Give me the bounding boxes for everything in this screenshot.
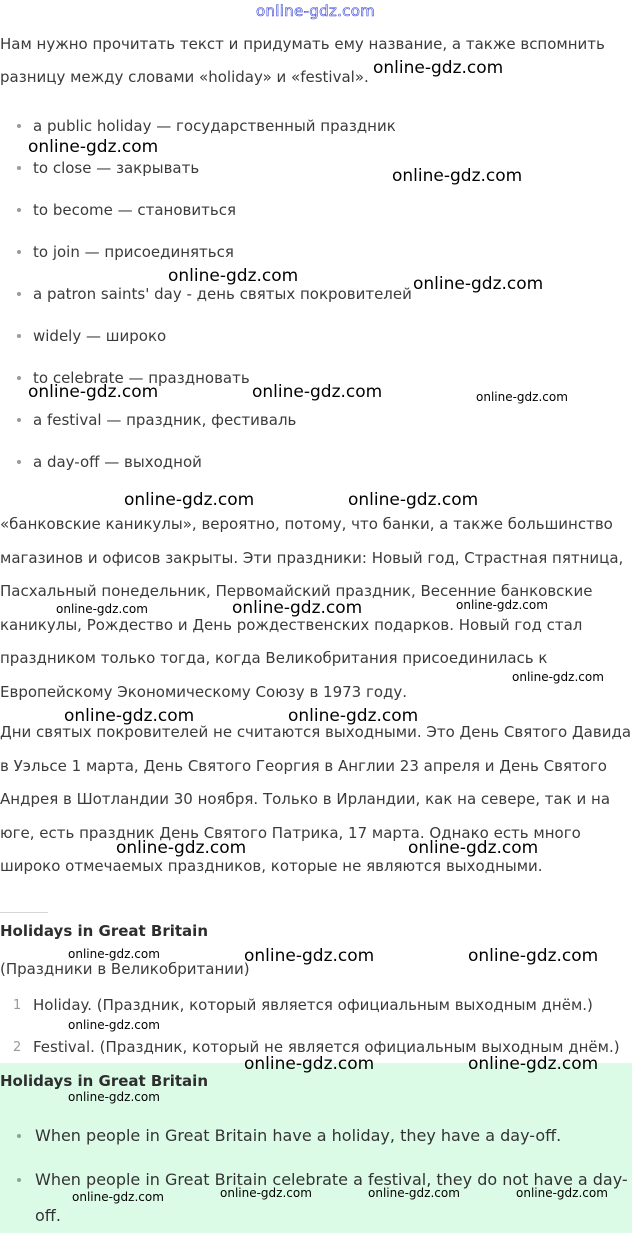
bullet-icon: [17, 1178, 21, 1182]
bullet-icon: [17, 292, 21, 296]
watermark: online-gdz.com: [28, 382, 159, 402]
bullet-icon: [17, 208, 21, 212]
watermark: online-gdz.com: [72, 1190, 164, 1204]
watermark: online-gdz.com: [232, 598, 363, 618]
bullet-icon: [17, 1134, 21, 1138]
watermark: online-gdz.com: [392, 166, 523, 186]
watermark: online-gdz.com: [116, 838, 247, 858]
list-item: to join — присоединяться: [0, 237, 632, 267]
answer-title: Holidays in Great Britain: [0, 1072, 208, 1090]
list-item: 2 Festival. (Праздник, который не является официальным выходным днём.): [13, 1038, 620, 1056]
watermark: online-gdz.com: [244, 1054, 375, 1074]
list-item: to celebrate — праздновать: [0, 363, 632, 393]
watermark: online-gdz.com: [168, 266, 299, 286]
watermark: online-gdz.com: [252, 382, 383, 402]
list-item: a day-off — выходной: [0, 447, 632, 477]
intro-text: Нам нужно прочитать текст и придумать ему название, а также вспомнить разницу между словами «holiday» и «festival».: [0, 35, 605, 86]
list-item: a public holiday — государственный праздник: [0, 111, 632, 141]
answer-box: Holidays in Great Britain When people in Great Britain have a holiday, they have a day-off. When people in Great Britain celebrate a festival, they do not have a day-off.: [0, 1063, 632, 1233]
watermark: online-gdz.com: [413, 274, 544, 294]
section-title: Holidays in Great Britain: [0, 922, 208, 940]
bullet-icon: [17, 334, 21, 338]
section-subtitle: (Праздники в Великобритании): [0, 960, 250, 978]
list-item: widely — широко: [0, 321, 632, 351]
watermark: online-gdz.com: [468, 946, 599, 966]
watermark: online-gdz.com: [408, 838, 539, 858]
bullet-icon: [17, 250, 21, 254]
watermark: online-gdz.com: [244, 946, 375, 966]
watermark: online-gdz.com: [373, 58, 504, 78]
watermark: online-gdz.com: [220, 1186, 312, 1200]
watermark: online-gdz.com: [348, 490, 479, 510]
watermark: online-gdz.com: [68, 947, 160, 961]
watermark: online-gdz.com: [456, 598, 548, 612]
list-item: to close — закрывать: [0, 153, 632, 183]
watermark: online-gdz.com: [68, 1018, 160, 1032]
watermark: online-gdz.com: [68, 1090, 160, 1104]
watermark: online-gdz.com: [516, 1186, 608, 1200]
bullet-icon: [17, 166, 21, 170]
watermark: online-gdz.com: [476, 390, 568, 404]
watermark: online-gdz.com: [124, 490, 255, 510]
watermark: online-gdz.com: [64, 706, 195, 726]
watermark: online-gdz.com: [368, 1186, 460, 1200]
watermark: online-gdz.com: [56, 602, 148, 616]
bullet-icon: [17, 376, 21, 380]
paragraph-bank-holidays: «банковские каникулы», вероятно, потому, что банки, а также большинство магазинов и офисов закрыты. Эти праздники: Новый год, Страстная пятница, Пасхальный понедельник, Первомайский праздник, Весенние банковские каникулы, Рождество и День рождественских подарков. Новый год стал праздником только тогда, когда Великобритания присоединилась к Европейскому Экономическому Союзу в 1973 году.: [0, 515, 624, 701]
list-item: a patron saints' day - день святых покровителей: [0, 279, 632, 309]
bullet-icon: [17, 460, 21, 464]
watermark: online-gdz.com: [512, 670, 604, 684]
header-watermark: online-gdz.com: [256, 2, 376, 20]
list-item: 1 Holiday. (Праздник, который является официальным выходным днём.): [13, 996, 593, 1014]
list-item: to become — становиться: [0, 195, 632, 225]
list-item: a festival — праздник, фестиваль: [0, 405, 632, 435]
watermark: online-gdz.com: [288, 706, 419, 726]
watermark: online-gdz.com: [28, 137, 159, 157]
bullet-icon: [17, 418, 21, 422]
watermark: online-gdz.com: [468, 1054, 599, 1074]
divider: [0, 912, 48, 913]
bullet-icon: [17, 124, 21, 128]
paragraph-patron-saints: Дни святых покровителей не считаются выходными. Это День Святого Давида в Уэльсе 1 марта, День Святого Георгия в Англии 23 апреля и День Святого Андрея в Шотландии 30 ноября. Только в Ирландии, как на севере, так и на юге, есть праздник День Святого Патрика, 17 марта. Однако есть много широко отмечаемых праздников, которые не являются выходными.: [0, 723, 632, 875]
